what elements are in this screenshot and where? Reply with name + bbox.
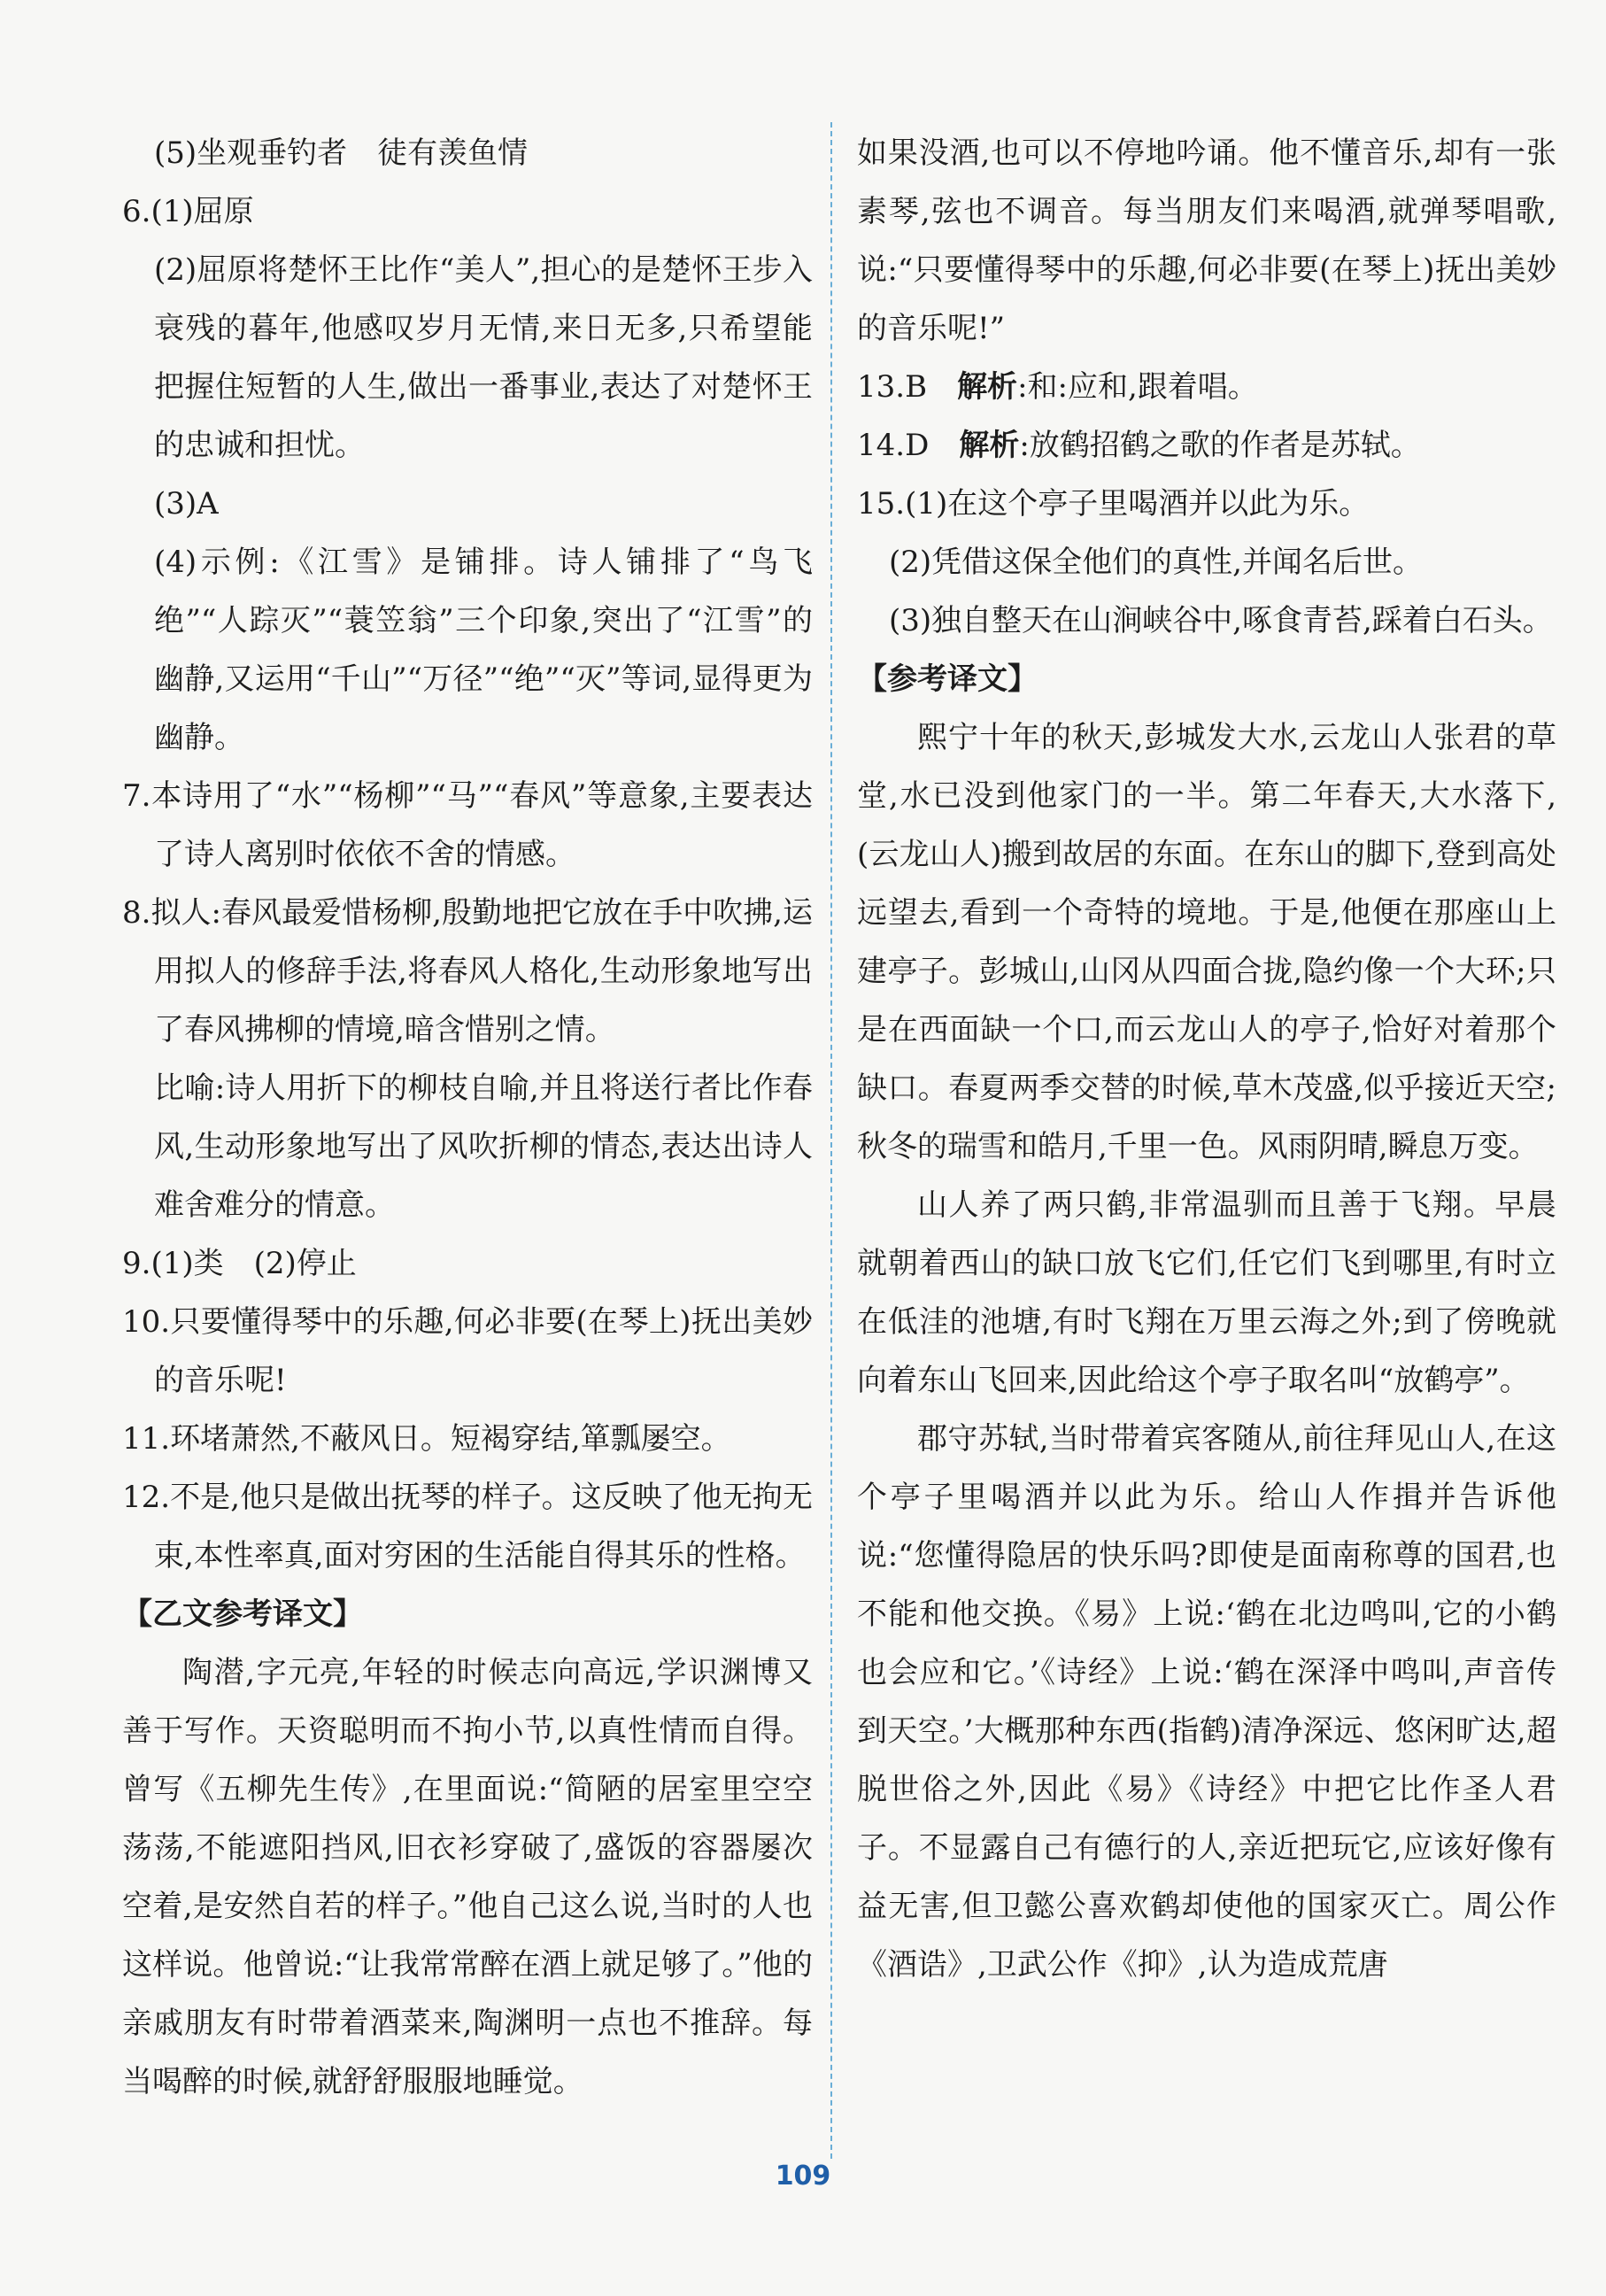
answer-14 (857, 416, 1556, 475)
reference-paragraph-2: 山人养了两只鹤,非常温驯而且善于飞翔。早晨就朝着西山的缺口放飞它们,任它们飞到哪里,有时立在低洼的池塘,有时飞翔在万里云海之外;到了傍晚就向着东山飞回来,因此给这个亭子取名叫“放鹤亭”。 (857, 1187, 1556, 1398)
answer-8-metaphor: 比喻:诗人用折下的柳枝自喻,并且将送行者比作春风,生动形象地写出了风吹折柳的情态,表达出诗人难舍难分的情意。 (154, 1071, 813, 1223)
page-number: 109 (775, 2161, 831, 2192)
answer-11: 11.环堵萧然,不蔽风日。短褐穿结,箪瓢屡空。 (122, 1421, 731, 1457)
answer-15-1: 15.(1)在这个亭子里喝酒并以此为乐。 (857, 486, 1370, 522)
answer-12: 12.不是,他只是做出抚琴的样子。这反映了他无拘无束,本性率真,面对穷困的生活能自得其乐的性格。 (122, 1480, 813, 1573)
answer-6-4: (4)示例:《江雪》是铺排。诗人铺排了“鸟飞绝”“人踪灭”“蓑笠翁”三个印象,突出了“江雪”的幽静,又运用“千山”“万径”“绝”“灭”等词,显得更为幽静。 (154, 545, 813, 755)
answer-7: 7.本诗用了“水”“杨柳”“马”“春风”等意象,主要表达了诗人离别时依依不舍的情感。 (122, 778, 813, 872)
answer-15-2: (2)凭借这保全他们的真性,并闻名后世。 (889, 545, 1423, 580)
translation-continued: 如果没酒,也可以不停地吟诵。他不懂音乐,却有一张素琴,弦也不调音。每当朋友们来喝酒,就弹琴唱歌,说:“只要懂得琴中的乐趣,何必非要(在琴上)抚出美妙的音乐呢!” (857, 135, 1556, 346)
answer-13-label: 解析 (957, 369, 1018, 405)
section-heading-reference-translation: 【参考译文】 (857, 661, 1038, 697)
answer-8: 8.拟人:春风最爱惜杨柳,殷勤地把它放在手中吹拂,运用拟人的修辞手法,将春风人格化,生动形象地写出了春风拂柳的情境,暗含惜别之情。 (122, 895, 813, 1048)
answer-6-3: (3)A (154, 486, 219, 522)
answer-6-2: (2)屈原将楚怀王比作“美人”,担心的是楚怀王步入衰残的暮年,他感叹岁月无情,来日无多,只希望能把握住短暂的人生,做出一番事业,表达了对楚怀王的忠诚和担忧。 (154, 252, 813, 463)
right-column (857, 124, 1556, 1994)
answer-14-number: 14.D (857, 428, 960, 463)
answer-5-5: (5)坐观垂钓者 徒有羡鱼情 (154, 135, 529, 171)
answer-9: 9.(1)类 (2)停止 (122, 1246, 357, 1281)
section-heading-yi-translation: 【乙文参考译文】 (122, 1596, 363, 1632)
answer-15-3: (3)独自整天在山涧峡谷中,啄食青苔,踩着白石头。 (889, 603, 1553, 638)
column-divider (830, 122, 832, 2159)
answer-14-text: :放鹤招鹤之歌的作者是苏轼。 (1019, 428, 1421, 463)
answer-13 (857, 358, 1556, 416)
answer-13-text: :和:应和,跟着唱。 (1017, 369, 1258, 405)
translation-paragraph: 陶潜,字元亮,年轻的时候志向高远,学识渊博又善于写作。天资聪明而不拘小节,以真性情而自得。曾写《五柳先生传》,在里面说:“简陋的居室里空空荡荡,不能遮阳挡风,旧衣衫穿破了,盛饭的容器屡次空着,是安然自若的样子。”他自己这么说,当时的人也这样说。他曾说:“让我常常醉在酒上就足够了。”他的亲戚朋友有时带着酒菜来,陶渊明一点也不推辞。每当喝醉的时候,就舒舒服服地睡觉。 (122, 1655, 813, 2099)
answer-14-label: 解析 (959, 428, 1020, 463)
reference-paragraph-1: 熙宁十年的秋天,彭城发大水,云龙山人张君的草堂,水已没到他家门的一半。第二年春天,大水落下,(云龙山人)搬到故居的东面。在东山的脚下,登到高处远望去,看到一个奇特的境地。于是,他便在那座山上建亭子。彭城山,山冈从四面合拢,隐约像一个大环;只是在西面缺一个口,而云龙山人的亭子,恰好对着那个缺口。春夏两季交替的时候,草木茂盛,似乎接近天空;秋冬的瑞雪和皓月,千里一色。风雨阴晴,瞬息万变。 (857, 720, 1556, 1164)
reference-paragraph-3: 郡守苏轼,当时带着宾客随从,前往拜见山人,在这个亭子里喝酒并以此为乐。给山人作揖并告诉他说:“您懂得隐居的快乐吗?即使是面南称尊的国君,也不能和他交换。《易》上说:‘鹤在北边鸣叫,它的小鹤也会应和它。’《诗经》上说:‘鹤在深泽中鸣叫,声音传到天空。’大概那种东西(指鹤)清净深远、悠闲旷达,超脱世俗之外,因此《易》《诗经》中把它比作圣人君子。不显露自己有德行的人,亲近把玩它,应该好像有益无害,但卫懿公喜欢鹤却使他的国家灭亡。周公作《酒诰》,卫武公作《抑》,认为造成荒唐 (857, 1421, 1556, 1983)
answer-13-number: 13.B (857, 369, 958, 405)
answer-10: 10.只要懂得琴中的乐趣,何必非要(在琴上)抚出美妙的音乐呢! (122, 1304, 813, 1398)
answer-6-1: 6.(1)屈原 (122, 194, 254, 229)
left-column (122, 124, 813, 2111)
